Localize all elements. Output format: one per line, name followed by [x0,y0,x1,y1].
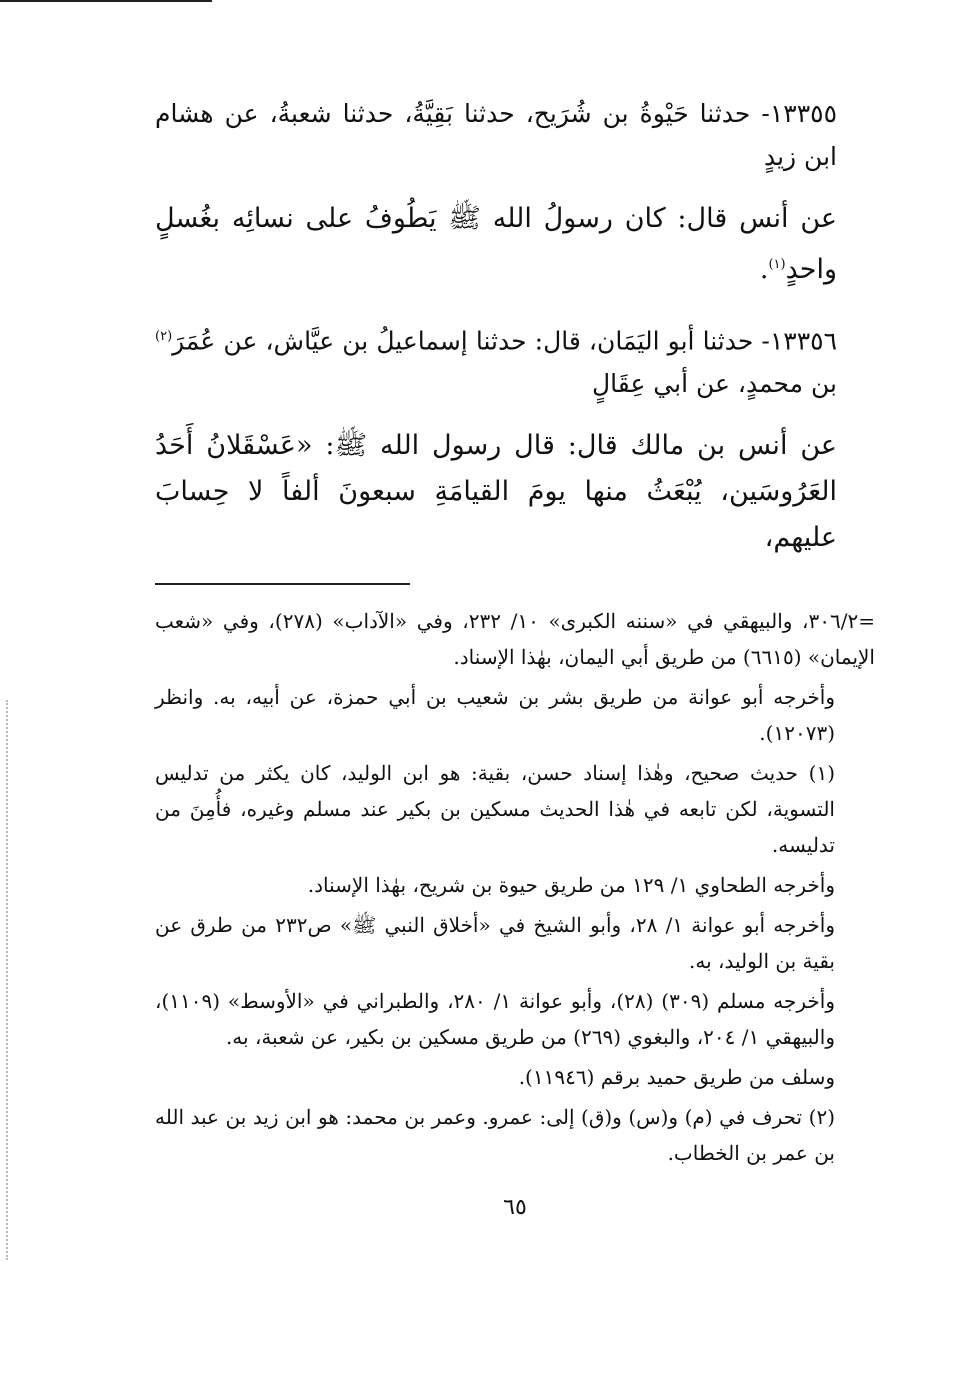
hadith-13355 [155,92,875,293]
hadith-chain: ١٣٣٥٥- حدثنا حَيْوةُ بن شُرَيح، حدثنا بَقِيَّةُ، حدثنا شعبةُ، عن هشام ابن زيدٍ [155,99,837,171]
page-number: ٦٥ [503,1195,527,1221]
footnote-1-para-3: وأخرجه أبو عوانة ١/ ٢٨، وأبو الشيخ في «أخلاق النبي ﷺ» ص٢٣٢ من طرق عن بقية بن الوليد، به. [155,913,835,974]
hadith-matn-end: . [759,254,769,285]
hadith-chain [155,315,875,405]
top-border-line [0,0,212,2]
footnote-1-para-2: وأخرجه الطحاوي ١/ ١٢٩ من طريق حيوة بن شريح، بهٰذا الإسناد. [307,873,835,898]
hadith-chain-part1: ١٣٣٥٦- حدثنا أبو اليَمَان، قال: حدثنا إسماعيلُ بن عيَّاش، عن عُمَرَ [172,326,837,356]
footnote-1: (١) حديث صحيح، وهٰذا إسناد حسن، بقية: هو ابن الوليد، كان يكثر من تدليس التسوية، لكن تابعه في هٰذا الحديث مسكين بن بكير عند مسلم وغيره، فأُمِنَ من تدليسه. [155,761,835,858]
footnotes [155,603,875,1171]
footnote-1-para-5: وسلف من طريق حميد برقم (١١٩٤٦). [518,1065,835,1090]
hadith-text: عن أنس بن مالك قال: قال رسول الله ﷺ: «عَسْقَلانُ أَحَدُ العَرُوسَين، يُبْعَثُ منها يومَ القيامَةِ سبعونَ ألفاً لا حِسابَ عليهم، [155,430,837,554]
hadith-chain-part2: بن محمدٍ، عن أبي عِقَالٍ [592,369,837,399]
footnote-ref: (١) [768,257,786,272]
book-page [155,92,875,1220]
hadith-13356 [155,315,875,561]
footnote-continued: =٣٠٦/٢، والبيهقي في «سننه الكبرى» ١٠/ ٢٣٢، وفي «الآداب» (٢٧٨)، وفي «شعب الإيمان» (٦٦١٥) من طريق أبي اليمان، بهٰذا الإسناد. [155,609,875,670]
hadith-matn: عن أنس قال: كان رسولُ الله ﷺ يَطُوفُ على نسائِه بغُسلٍ واحدٍ [155,203,837,285]
footnote-1-para-4: وأخرجه مسلم (٣٠٩) (٢٨)، وأبو عوانة ١/ ٢٨٠، والطبراني في «الأوسط» (١١٠٩)، والبيهقي ١/ ٢٠٤، والبغوي (٢٦٩) من طريق مسكين بن بكير، عن شعبة، به. [155,989,835,1050]
footnote-ref: (٢) [155,329,173,344]
footnote-2: (٢) تحرف في (م) و(س) و(ق) إلى: عمرو. وعمر بن محمد: هو ابن زيد بن عبد الله بن عمر بن الخطاب. [155,1105,835,1166]
hadith-text [155,196,875,293]
margin-dotted-line [6,700,8,1260]
footnote-separator [155,583,410,585]
footnote-continued-2: وأخرجه أبو عوانة من طريق بشر بن شعيب بن أبي حمزة، عن أبيه، به. وانظر (١٢٠٧٣). [155,685,835,746]
